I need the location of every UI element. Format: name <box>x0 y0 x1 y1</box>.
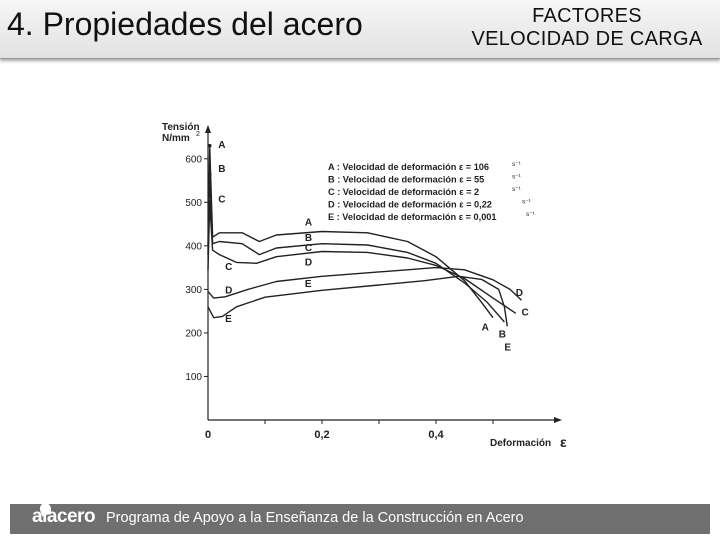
curve-d <box>208 268 522 301</box>
curve-label-a: A <box>304 217 313 229</box>
legend-unit-a: s⁻¹ <box>512 161 521 168</box>
curve-label-d: D <box>225 285 233 297</box>
stress-strain-figure <box>150 115 590 460</box>
curve-e <box>208 276 507 326</box>
x-axis-title: Deformación <box>490 438 552 449</box>
stress-strain-chart <box>150 115 590 455</box>
x-axis-epsilon: ε <box>560 434 567 450</box>
y-tick-label: 600 <box>185 154 202 166</box>
subtitle-line-factores: FACTORES <box>532 5 642 27</box>
x-tick-label: 0 <box>204 429 212 441</box>
x-tick-label: 0,2 <box>314 429 330 441</box>
slide-header <box>0 0 720 59</box>
slide-title: 4. Propiedades del acero <box>7 6 363 42</box>
curve-label-c: C <box>304 243 313 255</box>
y-tick-label: 500 <box>185 197 202 209</box>
chart-ticks <box>185 154 493 441</box>
y-tick-label: 100 <box>185 371 202 383</box>
x-axis-arrow-icon <box>554 417 562 423</box>
yield-point-a <box>208 144 212 148</box>
legend-entry-a: A : Velocidad de deformación ε = 106 <box>328 162 490 172</box>
footer-bar <box>10 504 710 534</box>
yield-point-c <box>208 201 212 205</box>
y-axis-title: Tensión <box>162 122 200 133</box>
subtitle-line-velocidad: VELOCIDAD DE CARGA <box>471 28 703 50</box>
curve-label-c: C <box>225 261 233 273</box>
curve-label-b: B <box>218 163 226 175</box>
footer-program-text: Programa de Apoyo a la Enseñanza de la Construcción en Acero <box>106 510 524 526</box>
curve-label-c: C <box>521 307 529 319</box>
curve-label-a: A <box>218 139 226 151</box>
legend-unit-b: s⁻¹ <box>512 173 521 181</box>
curve-label-e: E <box>225 314 232 326</box>
curve-label-d: D <box>515 287 524 299</box>
curve-label-e: E <box>504 342 512 354</box>
curve-label-b: B <box>498 329 506 341</box>
chart-legend <box>328 161 536 222</box>
y-axis-unit-exponent: 2 <box>196 131 200 138</box>
y-axis-unit: N/mm <box>162 133 190 144</box>
curve-label-b: B <box>304 233 313 245</box>
curve-label-c: C <box>218 194 226 206</box>
legend-entry-b: B : Velocidad de deformación ε = 55 <box>328 174 485 185</box>
curve-label-d: D <box>304 257 313 269</box>
y-tick-label: 200 <box>185 328 202 340</box>
curve-label-e: E <box>304 279 312 291</box>
legend-unit-d: s⁻¹ <box>522 198 531 206</box>
legend-entry-d: D : Velocidad de deformación ε = 0,22 <box>328 199 492 210</box>
curve-label-a: A <box>481 322 489 334</box>
y-axis-arrow-icon <box>205 125 211 133</box>
legend-entry-e: E : Velocidad de deformación ε = 0,001 <box>328 212 497 222</box>
legend-unit-c: s⁻¹ <box>512 186 521 193</box>
x-tick-label: 0,4 <box>428 429 444 441</box>
y-tick-label: 300 <box>185 284 202 296</box>
legend-unit-e: s⁻¹ <box>526 211 535 218</box>
y-tick-label: 400 <box>185 241 202 253</box>
legend-entry-c: C : Velocidad de deformación ε = 2 <box>328 187 480 197</box>
slide-subtitle <box>462 5 712 51</box>
alacero-logo: alacero <box>32 506 96 527</box>
yield-point-b <box>208 172 212 176</box>
